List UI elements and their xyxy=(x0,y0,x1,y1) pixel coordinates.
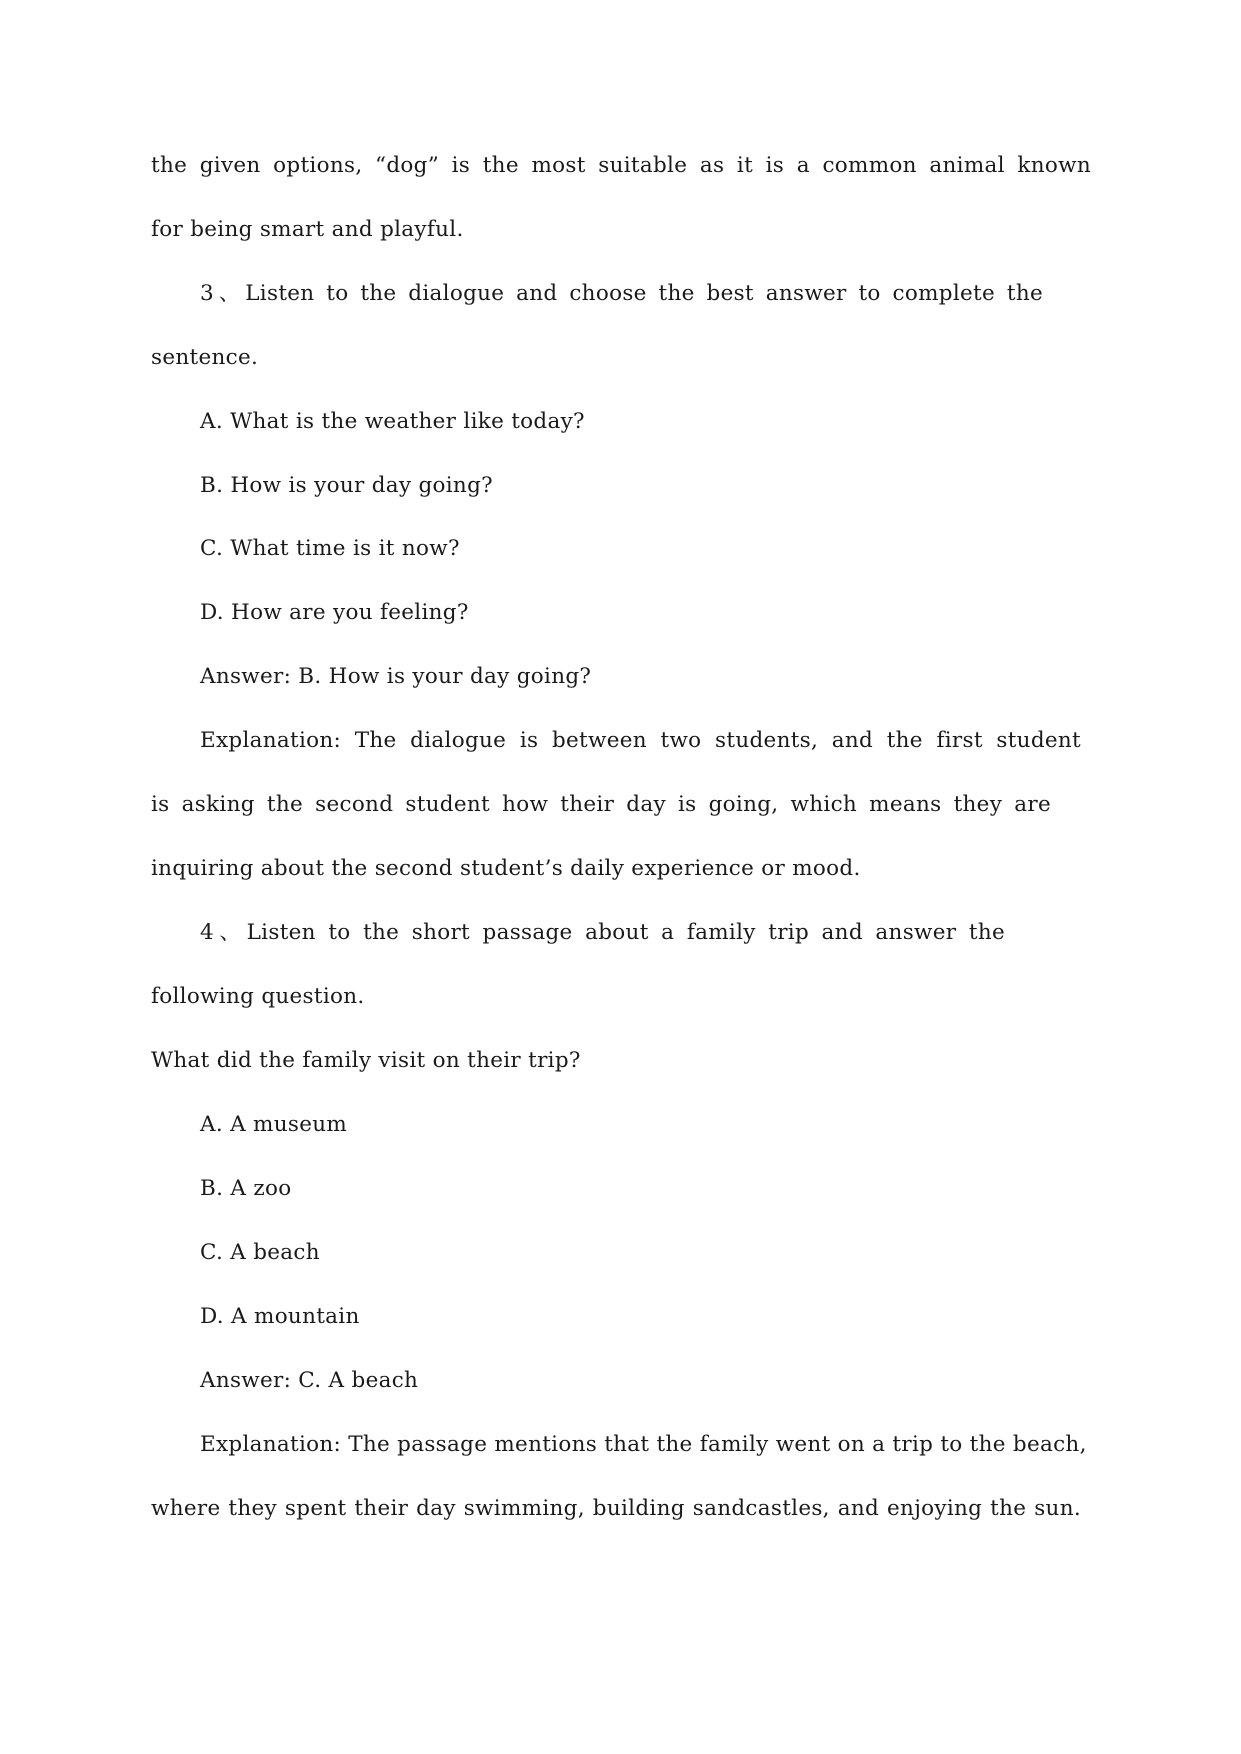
option-b: B. How is your day going? xyxy=(200,473,493,498)
option-a: A. What is the weather like today? xyxy=(200,409,585,434)
paragraph-line: the given options, “dog” is the most suitable as it is a common animal known xyxy=(151,153,1091,178)
option-d: D. A mountain xyxy=(200,1304,360,1329)
option-b: B. A zoo xyxy=(200,1176,292,1201)
option-a: A. A museum xyxy=(200,1112,348,1137)
option-d: D. How are you feeling? xyxy=(200,600,469,625)
paragraph-line: is asking the second student how their day is going, which means they are xyxy=(151,792,1051,817)
explanation-line: Explanation: The passage mentions that the family went on a trip to the beach, xyxy=(200,1432,1087,1457)
answer-line: Answer: B. How is your day going? xyxy=(200,664,592,689)
paragraph-line: sentence. xyxy=(151,345,259,370)
paragraph-line: for being smart and playful. xyxy=(151,217,464,242)
option-c: C. What time is it now? xyxy=(200,536,460,561)
question-3-prompt: 3、Listen to the dialogue and choose the best answer to complete the xyxy=(200,281,1043,306)
paragraph-line: inquiring about the second student’s daily experience or mood. xyxy=(151,856,861,881)
paragraph-line: where they spent their day swimming, building sandcastles, and enjoying the sun. xyxy=(151,1496,1081,1521)
explanation-line: Explanation: The dialogue is between two students, and the first student xyxy=(200,728,1081,753)
option-c: C. A beach xyxy=(200,1240,320,1265)
answer-line: Answer: C. A beach xyxy=(200,1368,419,1393)
question-4-prompt: 4、Listen to the short passage about a family trip and answer the xyxy=(200,920,1005,945)
paragraph-line: following question. xyxy=(151,984,365,1009)
question-4-text: What did the family visit on their trip? xyxy=(151,1048,581,1073)
